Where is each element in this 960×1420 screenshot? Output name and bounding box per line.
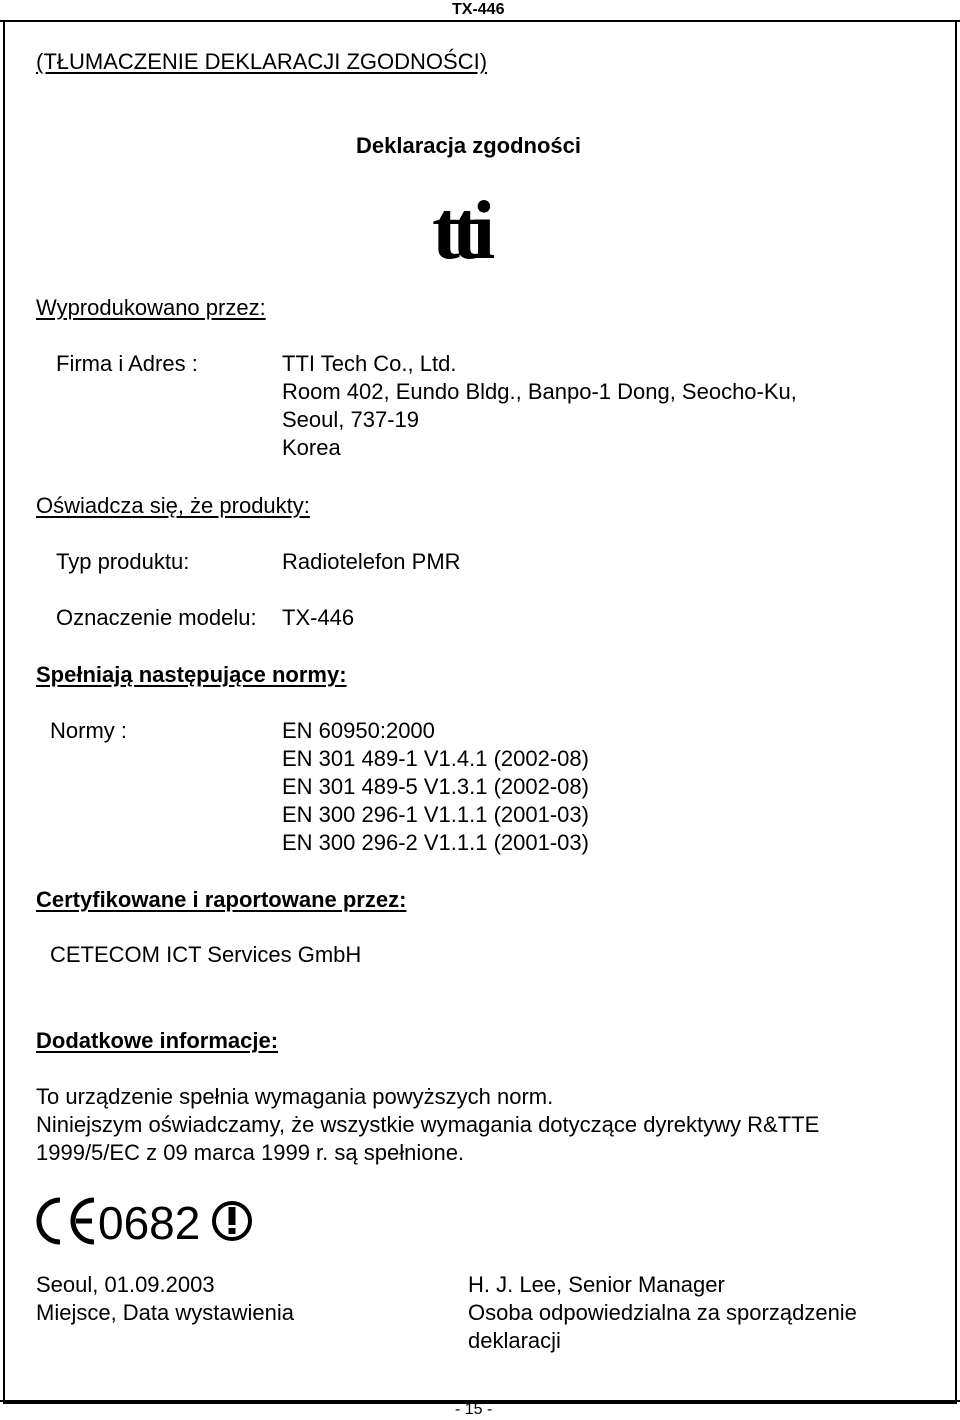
header-model-code: TX-446	[452, 1, 505, 18]
model-label: Oznaczenie modelu:	[56, 605, 257, 630]
standards-list	[282, 717, 589, 857]
tti-logo	[432, 192, 528, 264]
standard-item: EN 301 489-1 V1.4.1 (2002-08)	[282, 746, 589, 771]
certification-heading: Certyfikowane i raportowane przez:	[36, 887, 407, 912]
document-title: Deklaracja zgodności	[356, 133, 581, 158]
standards-label: Normy :	[50, 718, 127, 743]
additional-info-text	[36, 1083, 819, 1167]
company-address-label: Firma i Adres :	[56, 351, 198, 376]
place-date: Seoul, 01.09.2003	[36, 1272, 215, 1297]
address-line: Korea	[282, 435, 341, 460]
standard-item: EN 301 489-5 V1.3.1 (2002-08)	[282, 774, 589, 799]
manufacturer-heading: Wyprodukowano przez:	[36, 295, 266, 320]
place-date-block	[36, 1271, 294, 1327]
svg-text:tti: tti	[432, 192, 488, 264]
page-number: - 15 -	[455, 1401, 493, 1418]
responsible-person-label: Osoba odpowiedzialna za sporządzenie	[468, 1300, 857, 1325]
place-date-label: Miejsce, Data wystawienia	[36, 1300, 294, 1325]
company-address	[282, 350, 797, 462]
info-line: 1999/5/EC z 09 marca 1999 r. są spełnione.	[36, 1140, 465, 1165]
model-value: TX-446	[282, 605, 355, 630]
responsible-person-block	[468, 1271, 857, 1355]
product-heading: Oświadcza się, że produkty:	[36, 493, 310, 518]
ce-notified-body-number: 0682	[98, 1197, 201, 1246]
product-type-label: Typ produktu:	[56, 549, 190, 574]
info-line: To urządzenie spełnia wymagania powyższych norm.	[36, 1084, 554, 1109]
responsible-person: H. J. Lee, Senior Manager	[468, 1272, 725, 1297]
ce-mark	[36, 1196, 256, 1246]
standard-item: EN 300 296-2 V1.1.1 (2001-03)	[282, 830, 589, 855]
translation-title: (TŁUMACZENIE DEKLARACJI ZGODNOŚCI)	[36, 49, 488, 74]
product-type-value: Radiotelefon PMR	[282, 549, 461, 574]
additional-info-heading: Dodatkowe informacje:	[36, 1028, 279, 1053]
responsible-person-label: deklaracji	[468, 1328, 561, 1353]
standard-item: EN 300 296-1 V1.1.1 (2001-03)	[282, 802, 589, 827]
standards-heading: Spełniają następujące normy:	[36, 662, 347, 687]
address-line: Room 402, Eundo Bldg., Banpo-1 Dong, Seocho-Ku,	[282, 379, 797, 404]
certification-body: CETECOM ICT Services GmbH	[50, 942, 362, 967]
info-line: Niniejszym oświadczamy, że wszystkie wymagania dotyczące dyrektywy R&TTE	[36, 1112, 820, 1137]
address-line: TTI Tech Co., Ltd.	[282, 351, 457, 376]
alert-icon	[214, 1203, 250, 1239]
address-line: Seoul, 737-19	[282, 407, 419, 432]
standard-item: EN 60950:2000	[282, 718, 435, 743]
